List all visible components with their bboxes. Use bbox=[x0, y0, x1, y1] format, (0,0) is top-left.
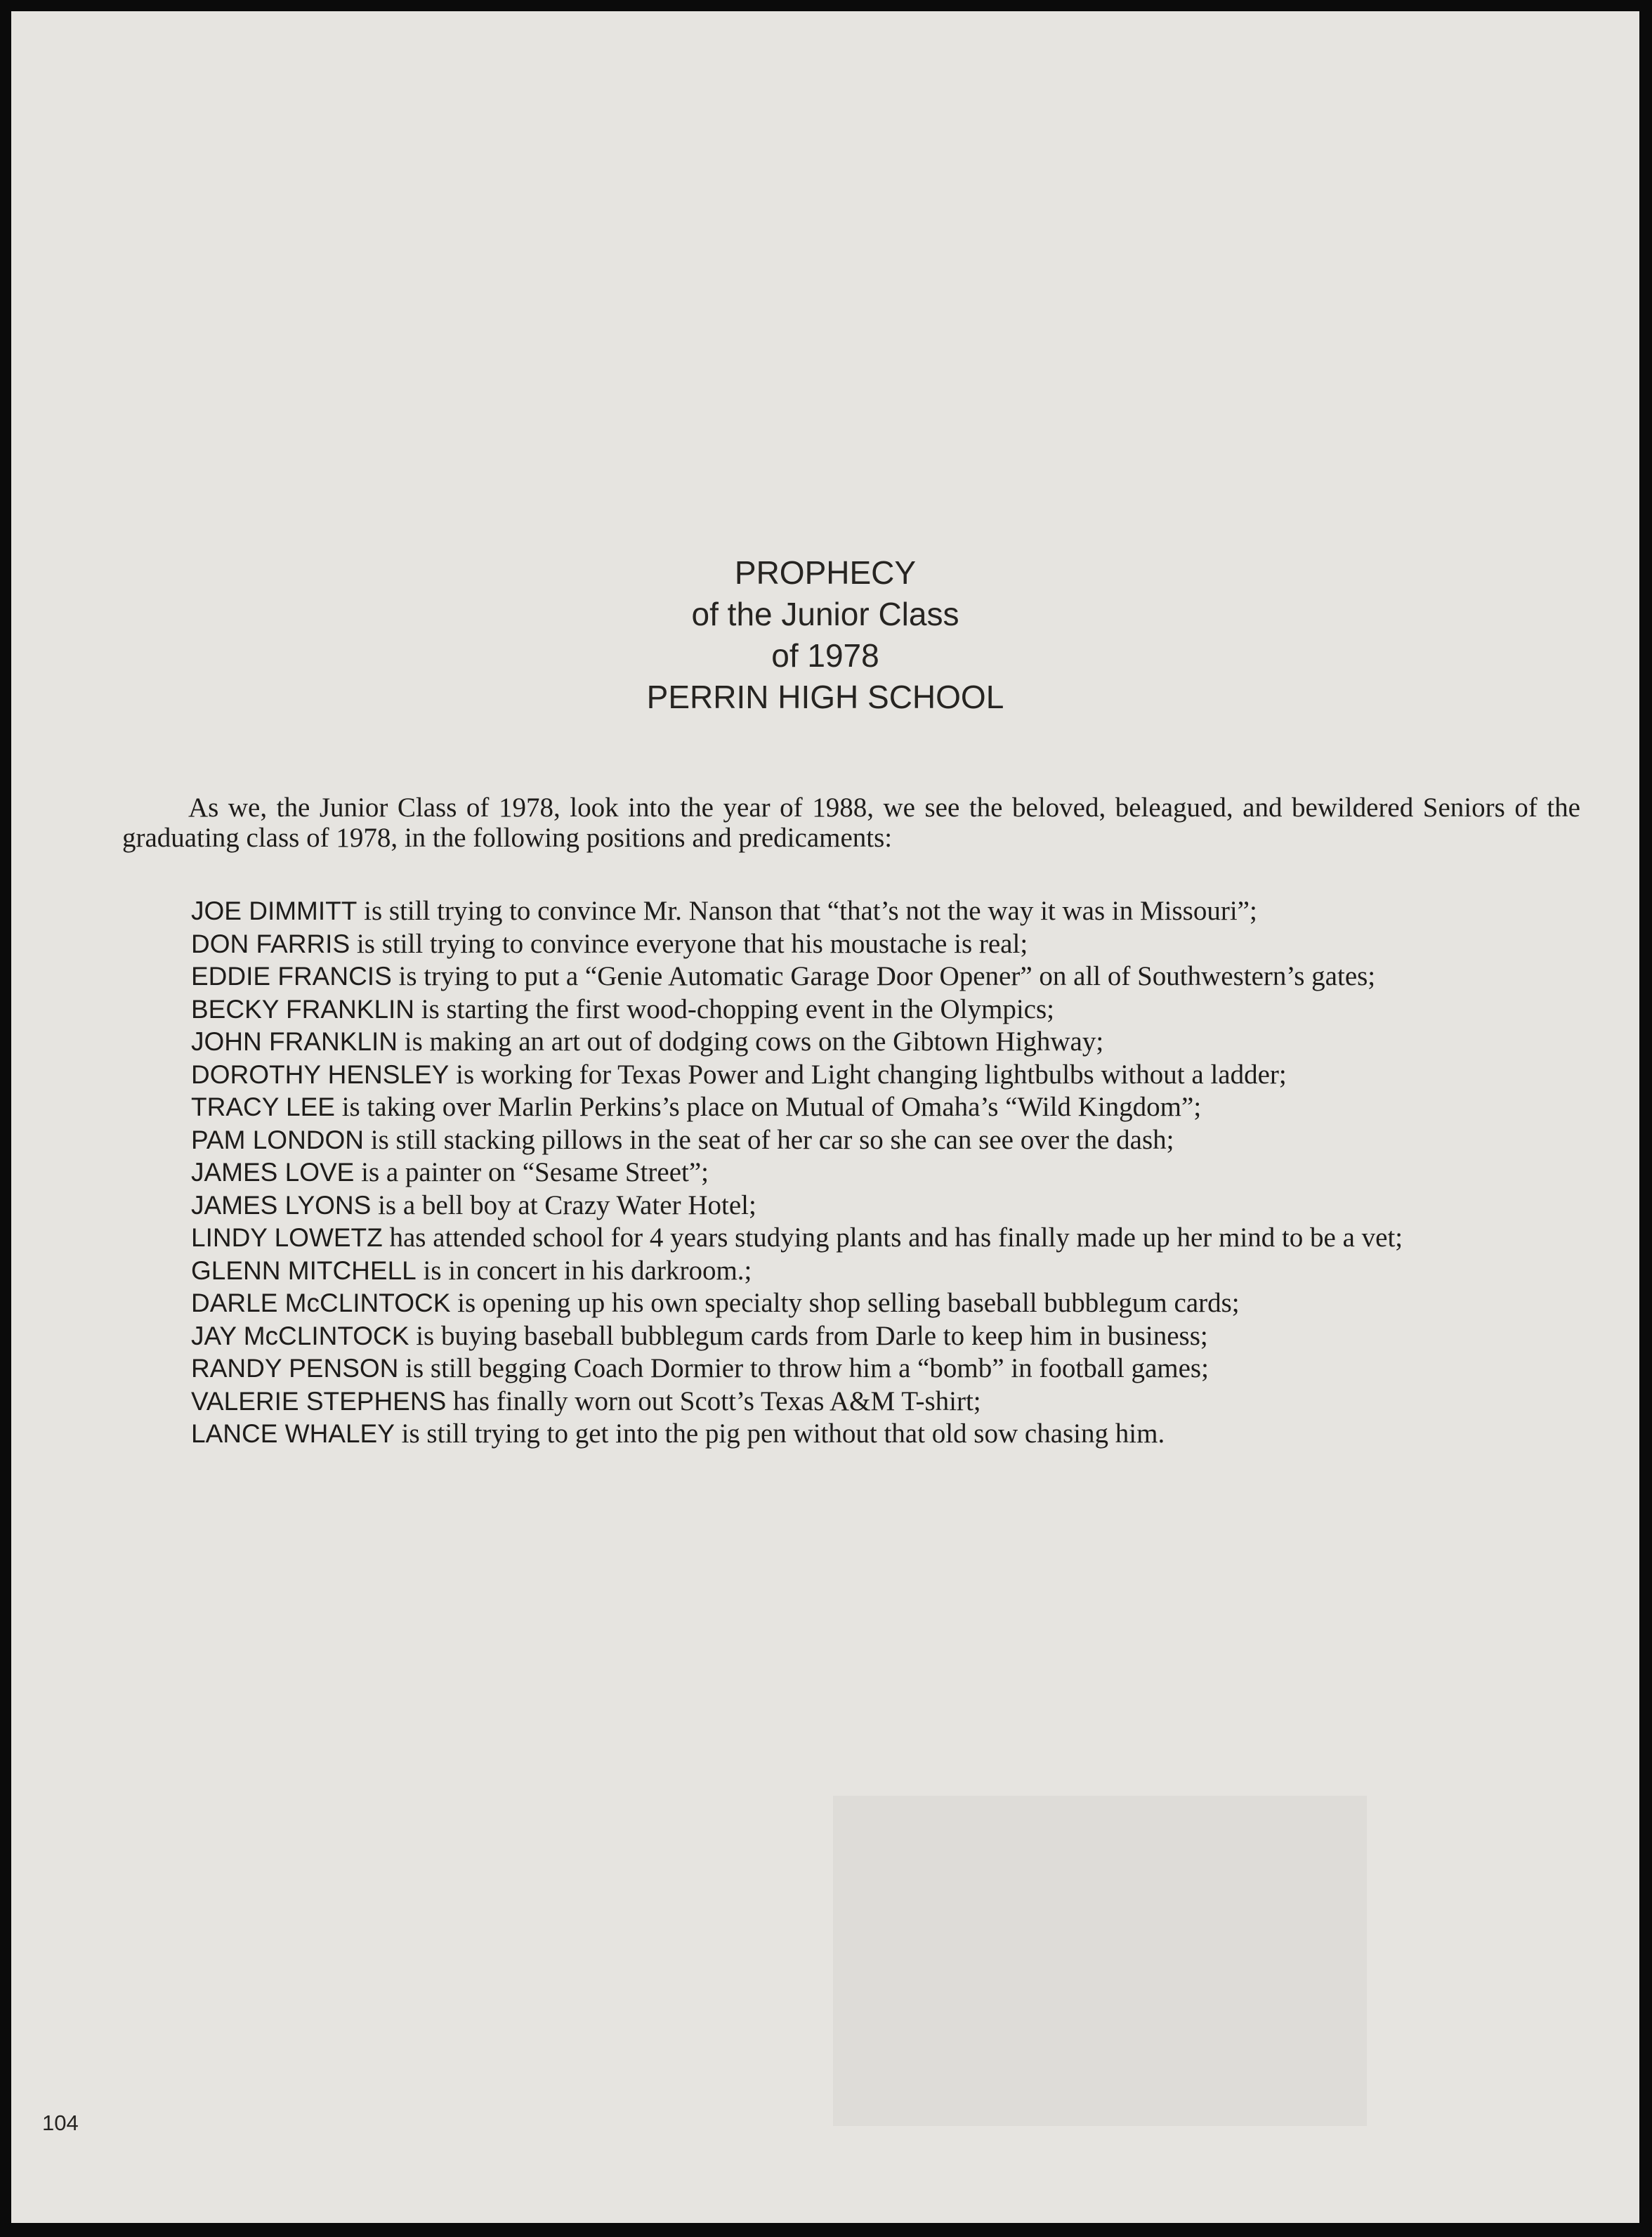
senior-name: JOHN FRANKLIN bbox=[191, 1027, 398, 1056]
list-item bbox=[122, 1255, 1580, 1288]
senior-name: BECKY FRANKLIN bbox=[191, 994, 415, 1024]
list-item bbox=[122, 1287, 1580, 1320]
senior-name: DARLE McCLINTOCK bbox=[191, 1289, 451, 1317]
senior-name: JOE DIMMITT bbox=[191, 896, 358, 925]
list-item bbox=[122, 1189, 1580, 1222]
prophecy-text: is in concert in his darkroom.; bbox=[416, 1255, 752, 1286]
list-item bbox=[122, 1418, 1580, 1451]
list-item bbox=[122, 1222, 1580, 1255]
page-number: 104 bbox=[42, 2111, 79, 2135]
prophecy-text: has attended school for 4 years studying plants and has finally made up her mind to be a vet; bbox=[382, 1222, 1403, 1253]
title-school: PERRIN HIGH SCHOOL bbox=[646, 679, 1004, 715]
yearbook-page bbox=[11, 11, 1639, 2223]
senior-name: VALERIE STEPHENS bbox=[191, 1386, 447, 1416]
senior-name: GLENN MITCHELL bbox=[191, 1256, 417, 1285]
list-item bbox=[122, 1059, 1580, 1092]
prophecy-text: is still trying to get into the pig pen without that old sow chasing him. bbox=[394, 1418, 1165, 1449]
prophecy-text: is still trying to convince everyone that his moustache is real; bbox=[350, 928, 1028, 959]
prophecy-text: is buying baseball bubblegum cards from Darle to keep him in business; bbox=[409, 1320, 1208, 1351]
prophecy-text: is taking over Marlin Perkins’s place on Mutual of Omaha’s “Wild Kingdom”; bbox=[334, 1092, 1202, 1122]
prophecy-text: is working for Texas Power and Light changing lightbulbs without a ladder; bbox=[449, 1059, 1287, 1090]
title-junior-class: of the Junior Class bbox=[691, 596, 959, 632]
senior-name: JAY McCLINTOCK bbox=[191, 1321, 409, 1350]
prophecy-text: has finally worn out Scott’s Texas A&M T-shirt; bbox=[446, 1385, 981, 1416]
list-item bbox=[122, 895, 1580, 928]
senior-name: RANDY PENSON bbox=[191, 1354, 399, 1383]
list-item bbox=[122, 993, 1580, 1026]
prophecy-text: is still stacking pillows in the seat of her car so she can see over the dash; bbox=[364, 1124, 1174, 1155]
senior-name: TRACY LEE bbox=[191, 1093, 335, 1121]
bleed-through-photo bbox=[833, 1796, 1367, 2126]
senior-name: LANCE WHALEY bbox=[191, 1419, 395, 1448]
senior-name: JAMES LOVE bbox=[191, 1158, 355, 1187]
senior-name: JAMES LYONS bbox=[191, 1190, 372, 1220]
list-item bbox=[122, 1091, 1580, 1124]
title-year: of 1978 bbox=[771, 637, 879, 674]
senior-name: LINDY LOWETZ bbox=[191, 1223, 383, 1252]
prophecy-text: is making an art out of dodging cows on the Gibtown Highway; bbox=[397, 1026, 1104, 1057]
prophecy-list bbox=[122, 895, 1580, 1451]
list-item bbox=[122, 1156, 1580, 1189]
prophecy-text: is a bell boy at Crazy Water Hotel; bbox=[371, 1189, 756, 1220]
list-item bbox=[122, 928, 1580, 961]
list-item bbox=[122, 960, 1580, 993]
prophecy-text: is a painter on “Sesame Street”; bbox=[354, 1157, 709, 1187]
intro-paragraph: As we, the Junior Class of 1978, look into the year of 1988, we see the beloved, beleagued, and bewildered Seniors of the graduating class of 1978, in the following positions and predicaments: bbox=[122, 793, 1580, 853]
prophecy-text: is starting the first wood-chopping event in the Olympics; bbox=[414, 993, 1054, 1024]
list-item bbox=[122, 1320, 1580, 1353]
prophecy-text: is still begging Coach Dormier to throw him a “bomb” in football games; bbox=[398, 1353, 1209, 1383]
list-item bbox=[122, 1124, 1580, 1157]
prophecy-text: is opening up his own specialty shop selling baseball bubblegum cards; bbox=[450, 1288, 1240, 1318]
senior-name: DON FARRIS bbox=[191, 929, 350, 958]
senior-name: DOROTHY HENSLEY bbox=[191, 1059, 450, 1089]
prophecy-text: is trying to put a “Genie Automatic Garage Door Opener” on all of Southwestern’s gates; bbox=[391, 961, 1376, 991]
prophecy-body bbox=[122, 793, 1580, 1451]
page-title bbox=[11, 552, 1639, 718]
senior-name: EDDIE FRANCIS bbox=[191, 962, 392, 991]
list-item bbox=[122, 1352, 1580, 1385]
prophecy-text: is still trying to convince Mr. Nanson that “that’s not the way it was in Missouri”; bbox=[357, 896, 1257, 926]
title-prophecy: PROPHECY bbox=[734, 554, 917, 591]
list-item bbox=[122, 1026, 1580, 1059]
senior-name: PAM LONDON bbox=[191, 1125, 365, 1154]
list-item bbox=[122, 1385, 1580, 1418]
